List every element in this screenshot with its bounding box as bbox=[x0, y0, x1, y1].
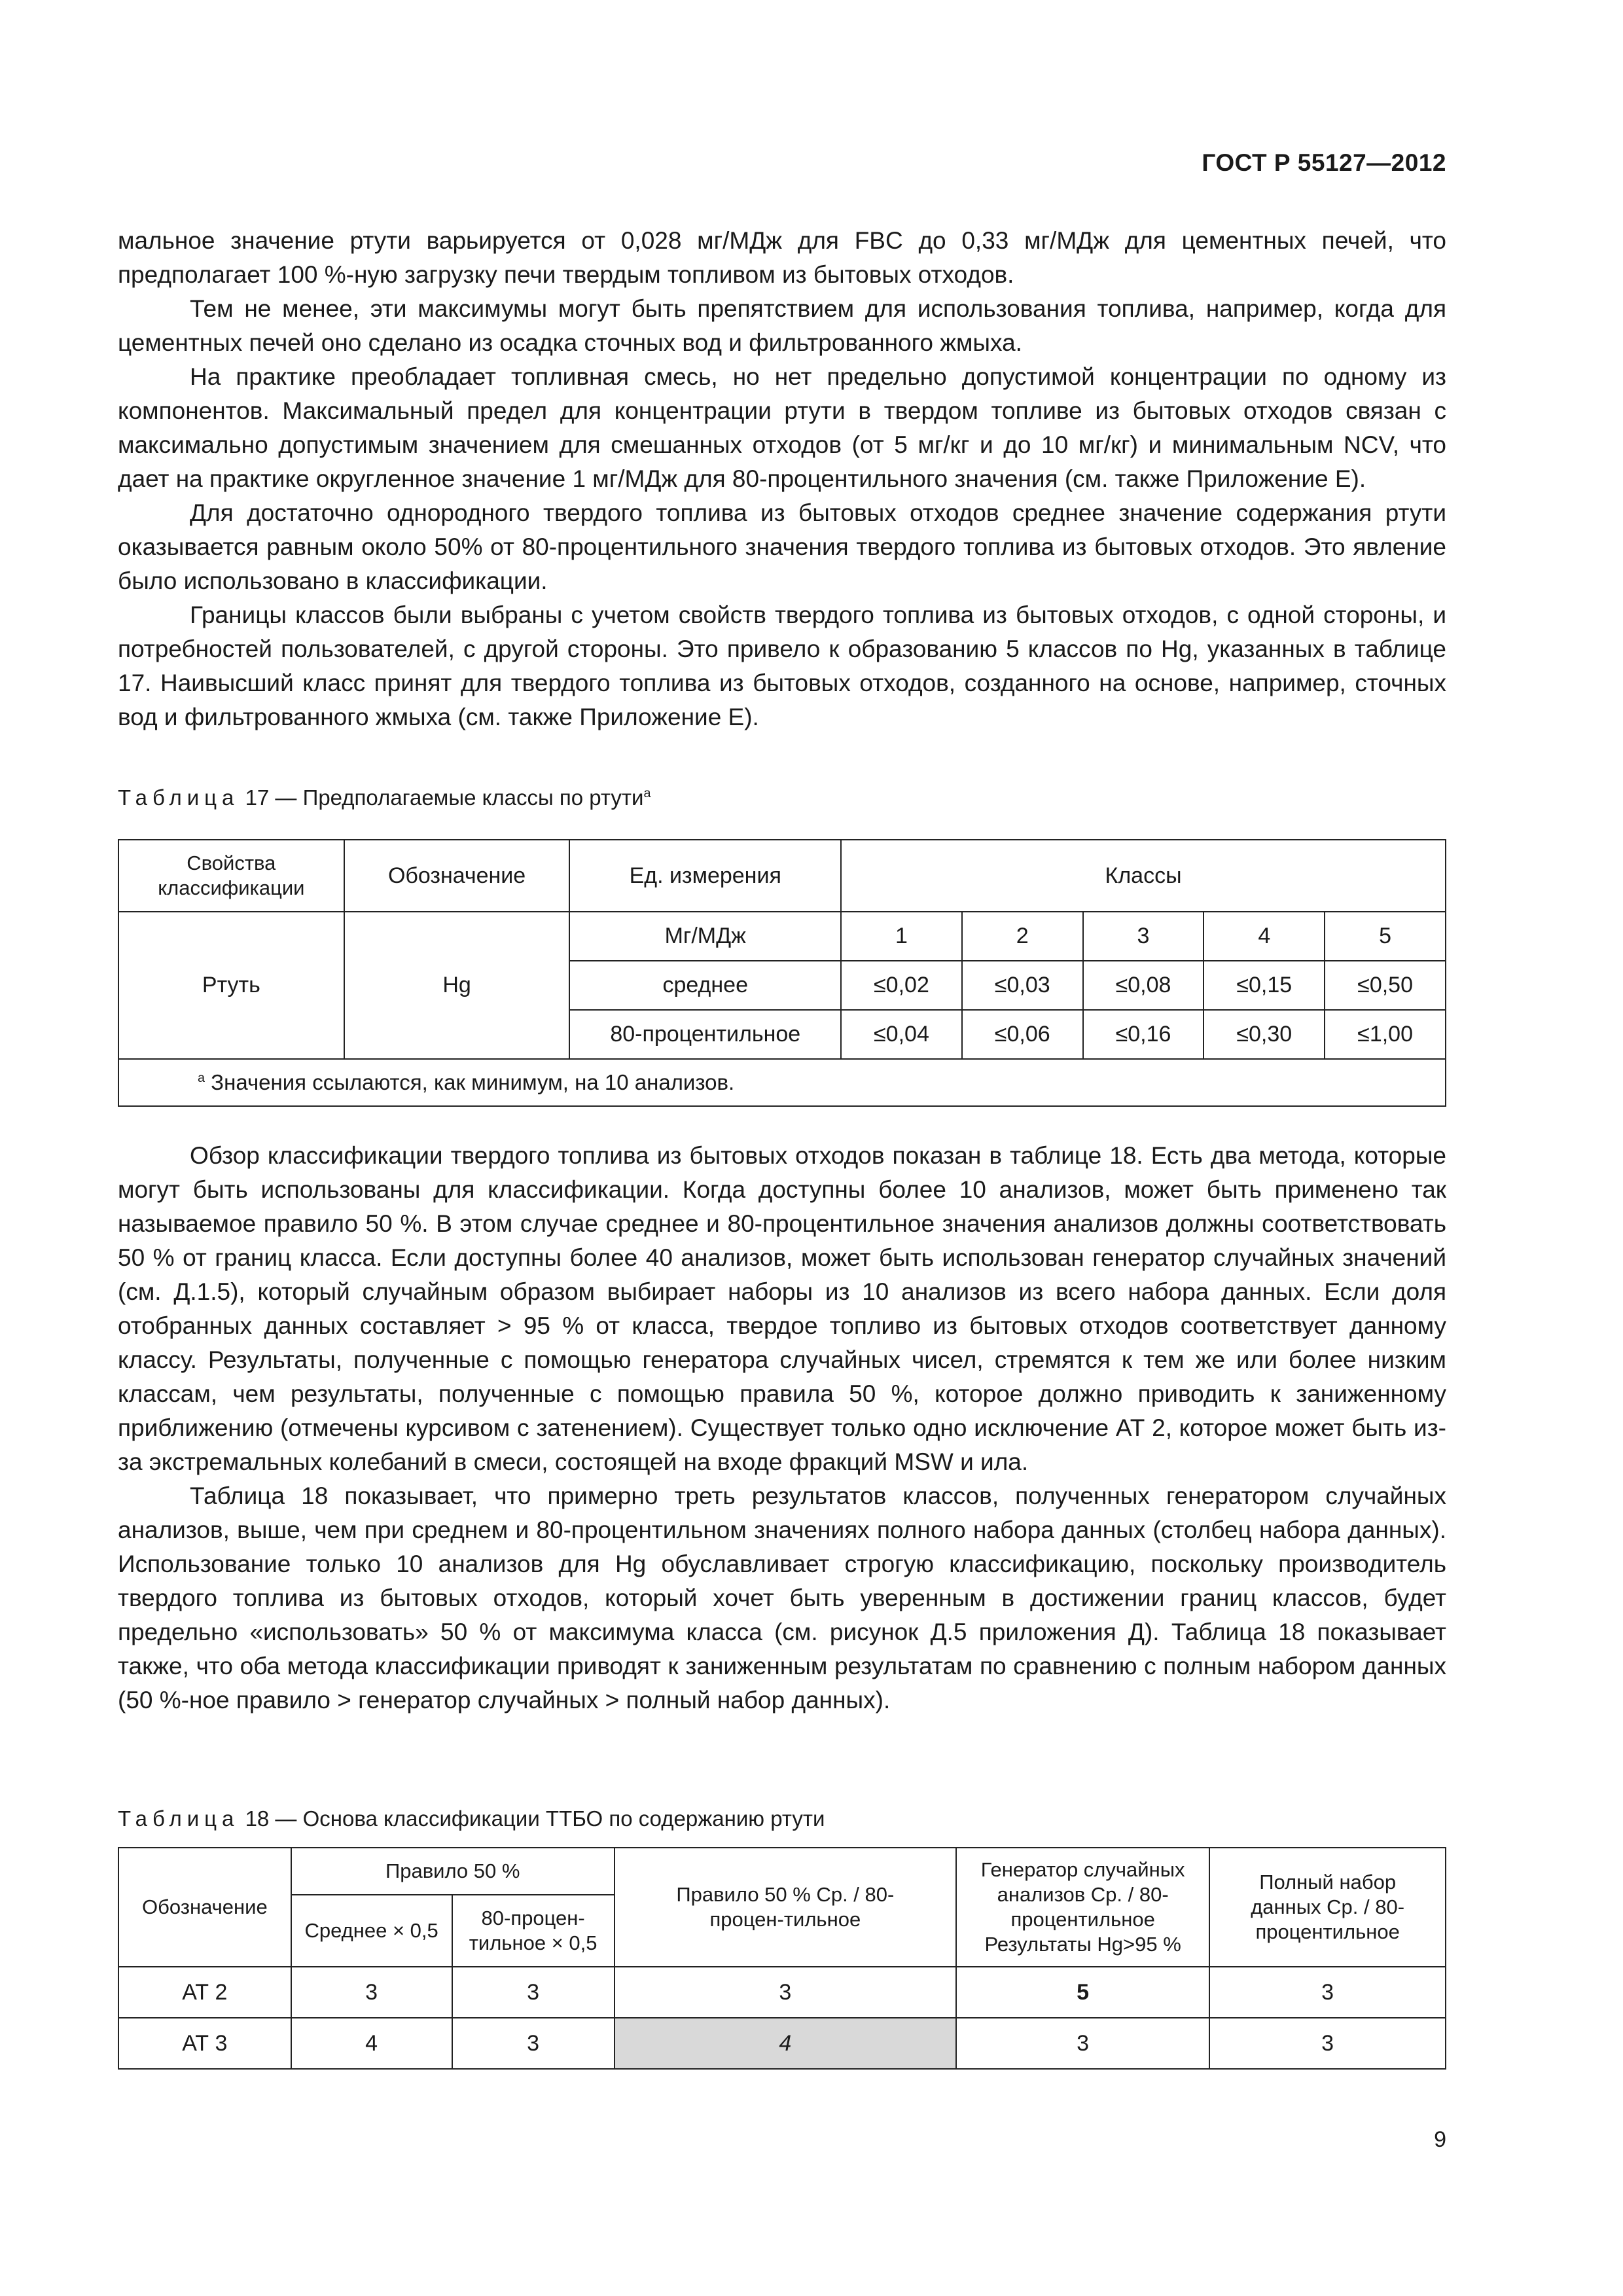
cell-value: 3 bbox=[1083, 912, 1204, 961]
cell-unit: среднее bbox=[569, 961, 841, 1010]
paragraph: Обзор классификации твердого топлива из бытовых отходов показан в таблице 18. Есть два метода, которые могут быть использованы для классификации. Когда доступны более 10 анализов, может быть применено так называемое правило 50 %. В этом случае среднее и 80-процентильное значения анализов должны соответствовать 50 % от границ класса. Если доступны более 40 анализов, может быть использован генератор случайных значений (см. Д.1.5), который случайным образом выбирает наборы из 10 анализов из всего набора данных. Если доля отобранных данных составляет > 95 % от класса, твердое топливо из бытовых отходов соответствует данному классу. Результаты, полученные с помощью генератора случайных чисел, стремятся к тем же или более низким классам, чем результаты, полученные с помощью правила 50 %, которое должно приводить к заниженному приближению (отмечены курсивом с затенением). Существует только одно исключение АТ 2, которое может быть из-за экстремальных колебаний в смеси, состоящей на входе фракций MSW и ила. bbox=[118, 1142, 1446, 1475]
cell-unit: 80-процентильное bbox=[569, 1010, 841, 1059]
cell-value: 3 bbox=[1209, 2018, 1446, 2069]
header-property: Свойства классификации bbox=[118, 840, 344, 912]
table-17 bbox=[118, 839, 1446, 1107]
cell-value: 3 bbox=[452, 2018, 615, 2069]
cell-value: 5 bbox=[1325, 912, 1446, 961]
document-header: ГОСТ Р 55127—2012 bbox=[1202, 149, 1446, 176]
header-unit: Ед. измерения bbox=[569, 840, 841, 912]
header-rule50-average: Правило 50 % Ср. / 80-процен-тильное bbox=[615, 1848, 956, 1967]
cell-value: ≤0,30 bbox=[1204, 1010, 1325, 1059]
paragraph: мальное значение ртути варьируется от 0,028 мг/МДж для FBC до 0,33 мг/МДж для цементных печей, что предполагает 100 %-ную загрузку печи твердым топливом из бытовых отходов. bbox=[118, 227, 1446, 288]
cell-unit: Мг/МДж bbox=[569, 912, 841, 961]
cell-value: ≤1,00 bbox=[1325, 1010, 1446, 1059]
table-label: Таблица bbox=[118, 785, 240, 810]
text-block-middle bbox=[118, 1139, 1446, 1717]
text-block-top bbox=[118, 224, 1446, 734]
footnote-text: Значения ссылаются, как минимум, на 10 анализов. bbox=[205, 1070, 735, 1094]
table-label: Таблица bbox=[118, 1806, 240, 1831]
paragraph: Для достаточно однородного твердого топлива из бытовых отходов среднее значение содержания ртути оказывается равным около 50% от 80-процентильного значения твердого топлива из бытовых отходов. Это явление было использовано в классификации. bbox=[118, 499, 1446, 594]
paragraph: Границы классов были выбраны с учетом свойств твердого топлива из бытовых отходов, с одной стороны, и потребностей пользователей, с другой стороны. Это привело к образованию 5 классов по Hg, указанных в таблице 17. Наивысший класс принят для твердого топлива из бытовых отходов, созданного на основе, например, сточных вод и фильтрованного жмыха (см. также Приложение Е). bbox=[118, 601, 1446, 730]
header-full-dataset: Полный набор данных Ср. / 80-процентильное bbox=[1209, 1848, 1446, 1967]
cell-value: ≤0,16 bbox=[1083, 1010, 1204, 1059]
cell-value: 4 bbox=[1204, 912, 1325, 961]
paragraph: Таблица 18 показывает, что примерно треть результатов классов, полученных генератором случайных анализов, выше, чем при среднем и 80-процентильном значениях полного набора данных (столбец набора данных). Использование только 10 анализов для Hg обуславливает строгую классификацию, поскольку производитель твердого топлива из бытовых отходов, который хочет быть уверенным в достижении границ классов, будет предельно «использовать» 50 % от максимума класса (см. рисунок Д.5 приложения Д). Таблица 18 показывает также, что оба метода классификации приводят к заниженным результатам по сравнению с полным набором данных (50 %-ное правило > генератор случайных > полный набор данных). bbox=[118, 1482, 1446, 1713]
header-designation: Обозначение bbox=[344, 840, 570, 912]
paragraph: Тем не менее, эти максимумы могут быть препятствием для использования топлива, например, когда для цементных печей оно сделано из осадка сточных вод и фильтрованного жмыха. bbox=[118, 295, 1446, 356]
cell-value: 3 bbox=[291, 1967, 452, 2018]
table17-footnote bbox=[118, 1059, 1446, 1106]
cell-value: ≤0,04 bbox=[841, 1010, 962, 1059]
cell-value: ≤0,02 bbox=[841, 961, 962, 1010]
cell-value: 3 bbox=[1209, 1967, 1446, 2018]
cell-value: 3 bbox=[452, 1967, 615, 2018]
header-designation: Обозначение bbox=[118, 1848, 291, 1967]
row-name: АТ 3 bbox=[118, 2018, 291, 2069]
header-mean: Среднее × 0,5 bbox=[291, 1895, 452, 1967]
header-classes: Классы bbox=[841, 840, 1446, 912]
cell-value: ≤0,15 bbox=[1204, 961, 1325, 1010]
cell-value: 2 bbox=[962, 912, 1083, 961]
cell-value: ≤0,03 bbox=[962, 961, 1083, 1010]
cell-value: 3 bbox=[956, 2018, 1209, 2069]
cell-designation: Hg bbox=[344, 912, 570, 1059]
cell-value: ≤0,08 bbox=[1083, 961, 1204, 1010]
row-name: АТ 2 bbox=[118, 1967, 291, 2018]
table18-caption bbox=[118, 1806, 825, 1831]
cell-value: 1 bbox=[841, 912, 962, 961]
footnote-marker: a bbox=[198, 1071, 205, 1085]
cell-value-shaded: 4 bbox=[615, 2018, 956, 2069]
footnote-marker: a bbox=[643, 786, 651, 800]
cell-value: ≤0,50 bbox=[1325, 961, 1446, 1010]
page-number: 9 bbox=[1434, 2127, 1446, 2152]
header-rule50: Правило 50 % bbox=[291, 1848, 615, 1895]
table-18 bbox=[118, 1847, 1446, 2070]
cell-property: Ртуть bbox=[118, 912, 344, 1059]
cell-value-bold: 5 bbox=[956, 1967, 1209, 2018]
table-caption-text: 18 — Основа классификации ТТБО по содержанию ртути bbox=[245, 1806, 825, 1831]
table-caption-text: 17 — Предполагаемые классы по ртути bbox=[245, 785, 644, 810]
table17-caption bbox=[118, 785, 651, 810]
paragraph: На практике преобладает топливная смесь, но нет предельно допустимой концентрации по одному из компонентов. Максимальный предел для концентрации ртути в твердом топливе из бытовых отходов связан с максимально допустимым значением для смешанных отходов (от 5 мг/кг и до 10 мг/кг) и минимальным NCV, что дает на практике округленное значение 1 мг/МДж для 80-процентильного значения (см. также Приложение Е). bbox=[118, 363, 1446, 492]
cell-value: 4 bbox=[291, 2018, 452, 2069]
header-random-generator: Генератор случайных анализов Ср. / 80-процентильное Результаты Hg>95 % bbox=[956, 1848, 1209, 1967]
cell-value: 3 bbox=[615, 1967, 956, 2018]
header-p80: 80-процен-тильное × 0,5 bbox=[452, 1895, 615, 1967]
cell-value: ≤0,06 bbox=[962, 1010, 1083, 1059]
